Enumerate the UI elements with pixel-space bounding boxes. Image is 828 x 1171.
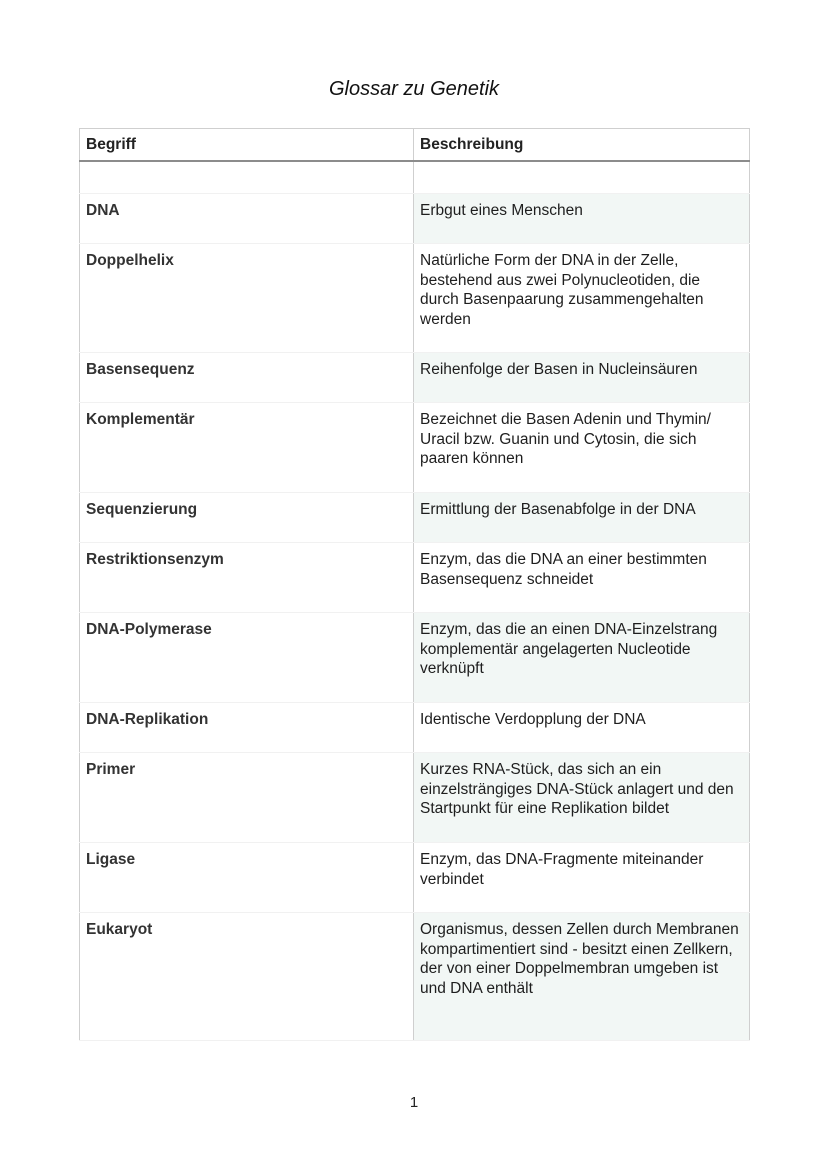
description-cell: Bezeichnet die Basen Adenin und Thymin/ Uracil bzw. Guanin und Cytosin, die sich paaren können xyxy=(414,403,750,493)
term-cell: Eukaryot xyxy=(80,913,414,1041)
table-row xyxy=(80,403,750,493)
column-header-term: Begriff xyxy=(80,129,414,162)
table-row xyxy=(80,613,750,703)
table-row xyxy=(80,703,750,753)
glossary-table xyxy=(79,128,750,1041)
term-cell: Restriktionsenzym xyxy=(80,543,414,613)
description-cell: Kurzes RNA-Stück, das sich an ein einzelsträngiges DNA-Stück anlagert und den Startpunkt für eine Replikation bildet xyxy=(414,753,750,843)
empty-cell xyxy=(414,161,750,194)
description-cell: Natürliche Form der DNA in der Zelle, bestehend aus zwei Polynucleotiden, die durch Basenpaarung zusammengehalten werden xyxy=(414,244,750,353)
table-row xyxy=(80,753,750,843)
table-row xyxy=(80,353,750,403)
table-row xyxy=(80,913,750,1041)
description-cell: Enzym, das DNA-Fragmente miteinander verbindet xyxy=(414,843,750,913)
table-row xyxy=(80,244,750,353)
description-cell: Organismus, dessen Zellen durch Membranen kompartimentiert sind - besitzt einen Zellkern, der von einer Doppelmembran umgeben ist und DNA enthält xyxy=(414,913,750,1041)
term-cell: Primer xyxy=(80,753,414,843)
description-cell: Reihenfolge der Basen in Nucleinsäuren xyxy=(414,353,750,403)
description-cell: Ermittlung der Basenabfolge in der DNA xyxy=(414,493,750,543)
description-cell: Identische Verdopplung der DNA xyxy=(414,703,750,753)
table-row xyxy=(80,843,750,913)
description-cell: Enzym, das die an einen DNA-Einzelstrang komplementär angelagerten Nucleotide verknüpft xyxy=(414,613,750,703)
column-header-description: Beschreibung xyxy=(414,129,750,162)
term-cell: DNA xyxy=(80,194,414,244)
document-title: Glossar zu Genetik xyxy=(328,78,500,100)
term-cell: DNA-Polymerase xyxy=(80,613,414,703)
empty-cell xyxy=(80,161,414,194)
term-cell: Basensequenz xyxy=(80,353,414,403)
table-row xyxy=(80,194,750,244)
term-cell: Sequenzierung xyxy=(80,493,414,543)
table-spacer-row xyxy=(80,161,750,194)
table-header-row xyxy=(80,129,750,162)
term-cell: Doppelhelix xyxy=(80,244,414,353)
page-number: 1 xyxy=(409,1094,419,1111)
description-cell: Enzym, das die DNA an einer bestimmten Basensequenz schneidet xyxy=(414,543,750,613)
term-cell: Ligase xyxy=(80,843,414,913)
term-cell: DNA-Replikation xyxy=(80,703,414,753)
description-cell: Erbgut eines Menschen xyxy=(414,194,750,244)
term-cell: Komplementär xyxy=(80,403,414,493)
table-row xyxy=(80,493,750,543)
table-row xyxy=(80,543,750,613)
